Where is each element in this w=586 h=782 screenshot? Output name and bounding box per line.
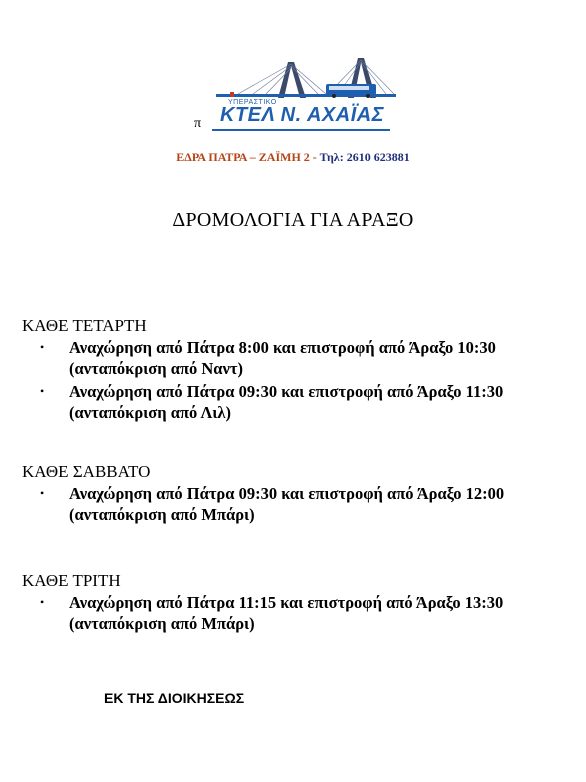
schedule-section-wednesday — [22, 316, 582, 425]
schedule-list — [22, 337, 582, 423]
address-line — [0, 150, 586, 165]
departure-text: Αναχώρηση από Πάτρα 09:30 και επιστροφή από Άραξο 12:00 — [69, 484, 505, 503]
day-heading: ΚΑΘΕ ΣΑΒΒΑΤΟ — [22, 462, 151, 481]
bullet-icon: • — [40, 595, 45, 609]
schedule-list — [22, 592, 582, 634]
bridge-bus-logo-graphic — [208, 54, 398, 104]
schedule-list — [22, 483, 582, 525]
logo-small-caption: ΥΠΕΡΑΣΤΙΚΟ — [228, 99, 277, 106]
logo-underline — [212, 129, 390, 131]
management-signature: ΕΚ ΤΗΣ ΔΙΟΙΚΗΣΕΩΣ — [104, 690, 245, 706]
departure-text: Αναχώρηση από Πάτρα 11:15 και επιστροφή από Άραξο 13:30 — [69, 593, 504, 612]
connection-text: (ανταπόκριση από Μπάρι) — [69, 505, 255, 524]
bullet-icon: • — [40, 486, 45, 500]
logo-company-name: ΚΤΕΛ Ν. ΑΧΑΪΑΣ — [220, 104, 385, 126]
bullet-icon: • — [40, 340, 45, 354]
bullet-icon: • — [40, 384, 45, 398]
list-item — [22, 337, 582, 379]
day-heading: ΚΑΘΕ ΤΕΤΑΡΤΗ — [22, 316, 147, 335]
address-text: ΕΔΡΑ ΠΑΤΡΑ – ΖΑΪΜΗ 2 - — [176, 150, 317, 164]
list-item — [22, 592, 582, 634]
connection-text: (ανταπόκριση από Μπάρι) — [69, 614, 255, 633]
list-item — [22, 381, 582, 423]
departure-text: Αναχώρηση από Πάτρα 09:30 και επιστροφή από Άραξο 11:30 — [69, 382, 504, 401]
logo-prefix: π — [194, 116, 202, 131]
page-title: ΔΡΟΜΟΛΟΓΙΑ ΓΙΑ ΑΡΑΞΟ — [172, 209, 414, 231]
phone-text: Τηλ: 2610 623881 — [319, 150, 410, 164]
company-logo — [190, 52, 400, 134]
connection-text: (ανταπόκριση από Ναντ) — [69, 359, 243, 378]
schedule-section-saturday — [22, 462, 582, 527]
departure-text: Αναχώρηση από Πάτρα 8:00 και επιστροφή από Άραξο 10:30 — [69, 338, 496, 357]
day-heading: ΚΑΘΕ ΤΡΙΤΗ — [22, 571, 121, 590]
connection-text: (ανταπόκριση από Λιλ) — [69, 403, 232, 422]
list-item — [22, 483, 582, 525]
schedule-section-tuesday — [22, 571, 582, 636]
